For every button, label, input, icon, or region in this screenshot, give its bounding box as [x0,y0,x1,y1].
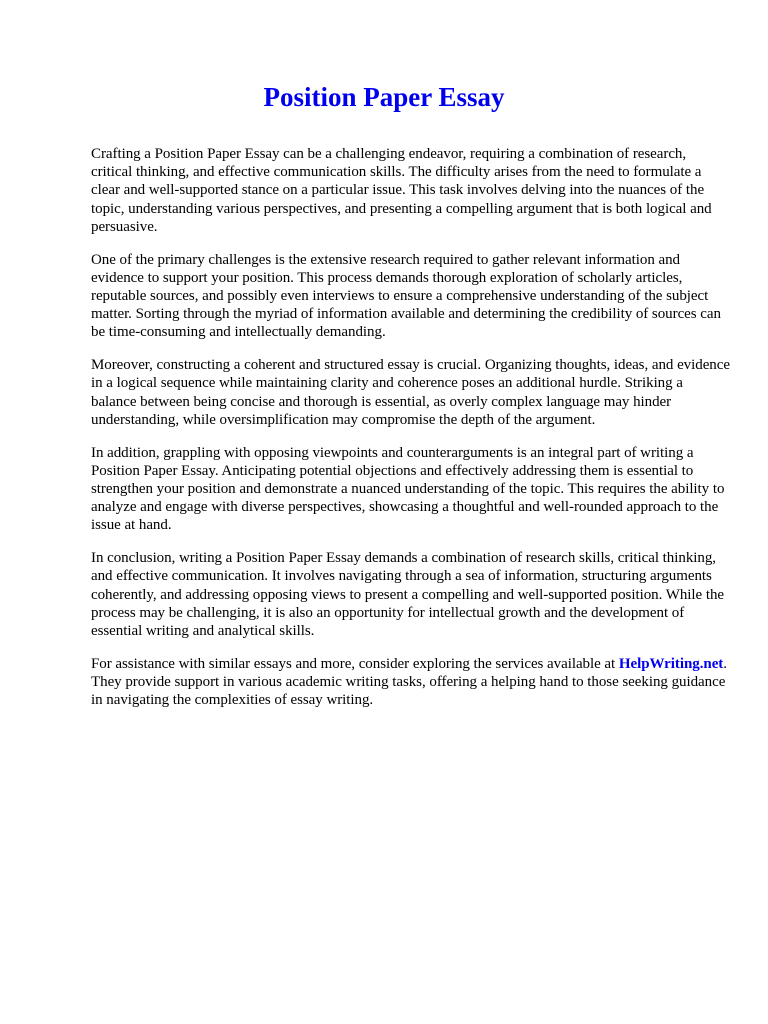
paragraph-counterarguments: In addition, grappling with opposing viewpoints and counterarguments is an integral part of writing a Position Paper Essay. Anticipating potential objections and effectively addressing them is essential to strengthen your position and demonstrate a nuanced understanding of the topic. This requires the ability to analyze and engage with diverse perspectives, showcasing a thoughtful and well-rounded approach to the issue at hand. [91,444,725,534]
paragraph-closing [91,655,731,710]
helpwriting-link[interactable]: HelpWriting.net [618,655,724,672]
paragraph-conclusion: In conclusion, writing a Position Paper Essay demands a combination of research skills, critical thinking, and effective communication. It involves navigating through a sea of information, structuring arguments coherently, and addressing opposing views to present a compelling and well-supported position. While the process may be challenging, it is also an opportunity for intellectual growth and the development of essential writing and analytical skills. [91,550,724,640]
closing-text-after: . They provide support in various academic writing tasks, offering a helping hand to those seeking guidance in navigating the complexities of essay writing. [91,655,727,709]
paragraph-research: One of the primary challenges is the extensive research required to gather relevant information and evidence to support your position. This process demands thorough exploration of scholarly articles, reputable sources, and possibly even interviews to ensure a comprehensive understanding of the subject matter. Sorting through the myriad of information available and determining the credibility of sources can be time-consuming and intellectually demanding. [91,251,721,341]
paragraph-structure: Moreover, constructing a coherent and structured essay is crucial. Organizing thoughts, ideas, and evidence in a logical sequence while maintaining clarity and coherence poses an additional hurdle. Striking a balance between being concise and thorough is essential, as overly complex language may hinder understanding, while oversimplification may compromise the depth of the argument. [91,357,730,428]
closing-text-before: For assistance with similar essays and more, consider exploring the services available at [91,655,619,672]
document-body [91,145,731,724]
paragraph-intro: Crafting a Position Paper Essay can be a challenging endeavor, requiring a combination of research, critical thinking, and effective communication skills. The difficulty arises from the need to formulate a clear and well-supported stance on a particular issue. This task involves delving into the nuances of the topic, understanding various perspectives, and presenting a compelling argument that is both logical and persuasive. [91,146,712,235]
page-title: Position Paper Essay [263,82,505,112]
